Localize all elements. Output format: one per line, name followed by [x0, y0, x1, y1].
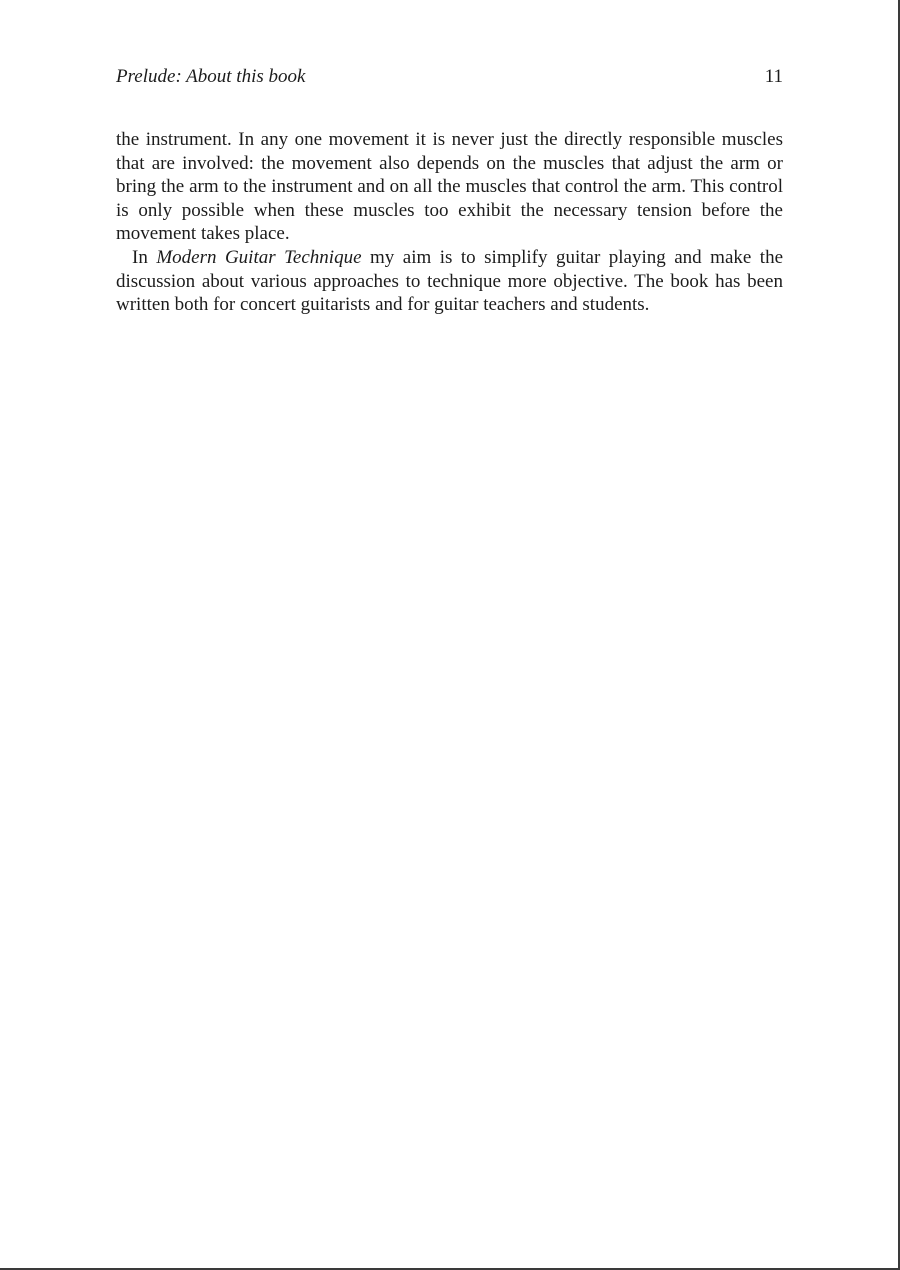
paragraph-2-rest: my aim is to simplify guitar playing and make the discussion about various approaches to technique more objective. The book has been written both for concert guitarists and for guitar teachers and students.	[116, 246, 784, 316]
running-head-title: Prelude: About this book	[116, 66, 306, 87]
page-number: 11	[764, 66, 783, 87]
paragraph-1: the instrument. In any one movement it is never just the directly responsible muscles that are involved: the movement also depends on the muscles that adjust the arm or bring the arm to the instrument and on all the muscles that control the arm. This control is only possible when these muscles too exhibit the necessary tension before the movement takes place.	[116, 129, 783, 245]
body-text	[116, 128, 783, 317]
book-title: Modern Guitar Technique	[156, 246, 362, 268]
paragraph-2-lead: In	[132, 246, 157, 268]
running-head	[116, 64, 783, 90]
paragraph-2	[116, 246, 783, 317]
